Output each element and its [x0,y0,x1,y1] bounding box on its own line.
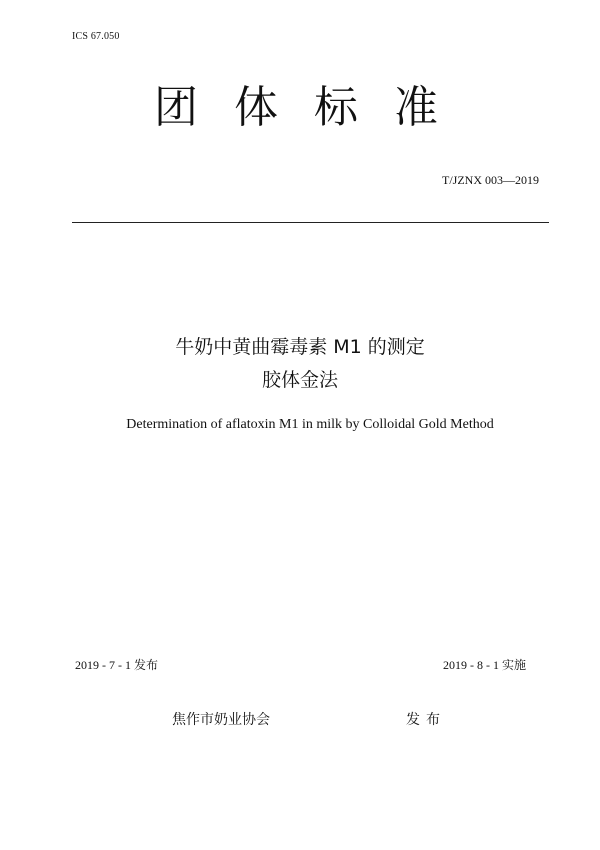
title-chinese-line2: 胶体金法 [261,369,338,391]
header-divider [72,222,549,223]
publish-date: 2019 - 7 - 1 发布 [75,658,158,672]
title-chinese-line1: 牛奶中黄曲霉毒素 M1 的测定 [175,336,425,358]
standard-category-title: 团体标准 [154,82,474,133]
implement-date: 2019 - 8 - 1 实施 [443,658,526,672]
issuing-organization: 焦作市奶业协会 [172,712,270,728]
title-english: Determination of aflatoxin M1 in milk by Colloidal Gold Method [126,417,494,432]
ics-code: ICS 67.050 [72,31,120,42]
issue-label: 发布 [406,712,446,728]
standard-number: T/JZNX 003—2019 [442,173,539,187]
